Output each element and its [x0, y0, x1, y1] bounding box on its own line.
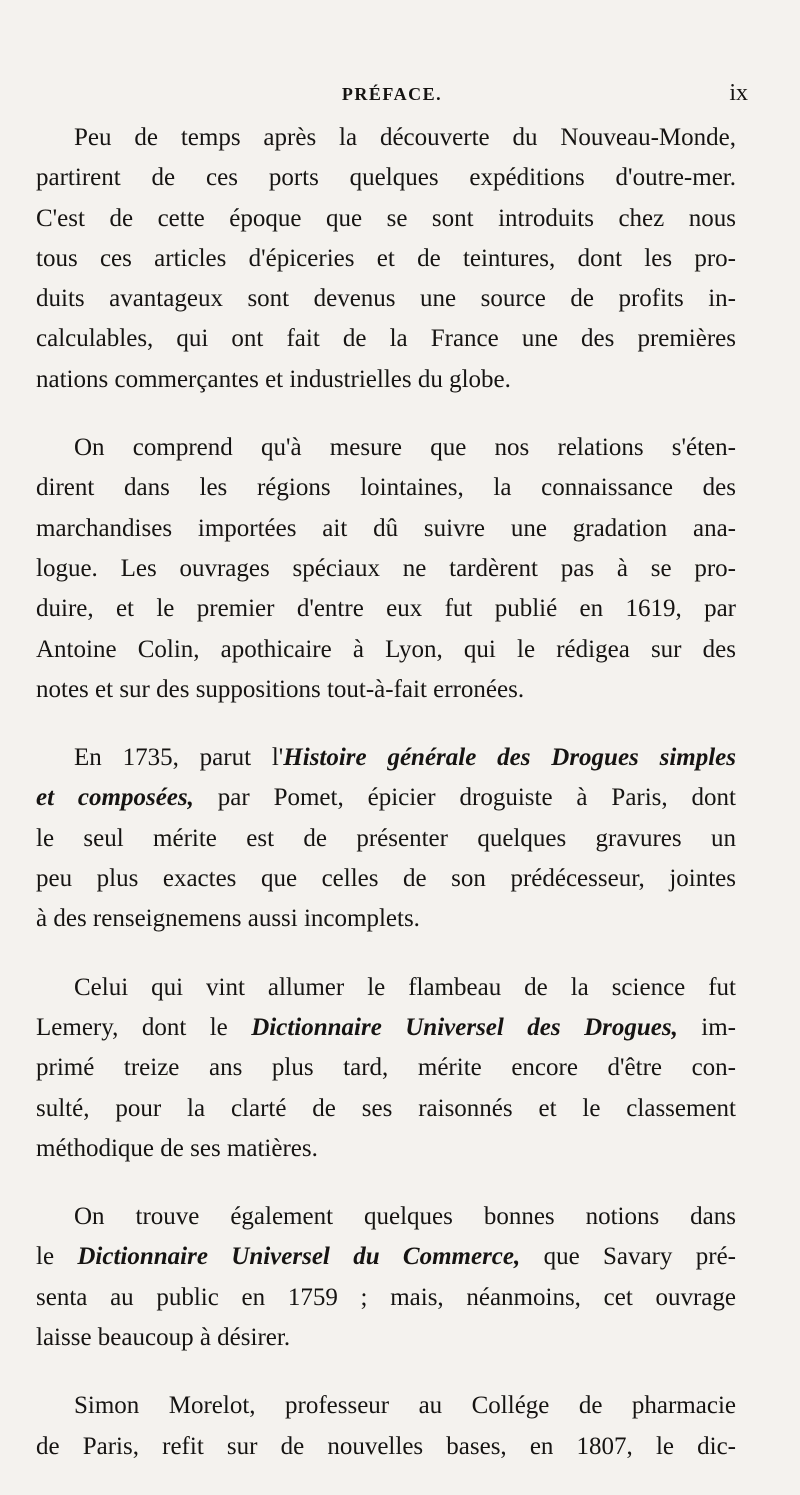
text-run: Lemery, dont le [36, 1013, 252, 1041]
running-title: PRÉFACE. [341, 84, 443, 104]
paragraph [36, 738, 736, 939]
text-line [36, 738, 736, 778]
text-line: primé treize ans plus tard, mérite encore d'être con- [36, 1054, 736, 1082]
text-line: le seul mérite est de présenter quelques gravures un [36, 824, 736, 852]
paragraph [36, 1197, 736, 1358]
book-title: et composées, [36, 784, 194, 812]
text-line: notes et sur des suppositions tout-à-fait erronées. [36, 675, 525, 703]
text-line: On trouve également quelques bonnes notions dans [74, 1203, 736, 1231]
text-line: Simon Morelot, professeur au Collége de pharmacie [74, 1392, 736, 1420]
text-line: senta au public en 1759 ; mais, néanmoins, cet ouvrage [36, 1283, 736, 1311]
text-line: peu plus exactes que celles de son prédécesseur, jointes [36, 865, 736, 893]
text-line: tous ces articles d'épiceries et de teintures, dont les pro- [36, 244, 736, 272]
text-run: im- [677, 1013, 736, 1041]
text-line: Celui qui vint allumer le flambeau de la science fut [74, 973, 736, 1001]
paragraph [36, 428, 736, 710]
body-text [36, 118, 736, 1495]
text-line: On comprend qu'à mesure que nos relations s'éten- [74, 434, 736, 462]
text-line [36, 778, 736, 818]
paragraph [36, 968, 736, 1169]
paragraph [36, 118, 736, 400]
text-line: sulté, pour la clarté de ses raisonnés et le classement [36, 1094, 736, 1122]
book-title: Dictionnaire Universel du Commerce, [77, 1243, 521, 1271]
text-line: partirent de ces ports quelques expéditions d'outre-mer. [36, 164, 736, 192]
text-run: En 1735, parut l' [74, 744, 284, 772]
text-line: marchandises importées ait dû suivre une gradation ana- [36, 514, 736, 542]
text-line: nations commerçantes et industrielles du globe. [36, 365, 511, 393]
text-run: le [36, 1243, 78, 1271]
text-line: dirent dans les régions lointaines, la connaissance des [36, 474, 736, 502]
text-line: Antoine Colin, apothicaire à Lyon, qui le rédigea sur des [36, 635, 736, 663]
text-line: méthodique de ses matières. [36, 1134, 318, 1162]
text-line: de Paris, refit sur de nouvelles bases, en 1807, le dic- [36, 1432, 736, 1460]
text-line: duits avantageux sont devenus une source de profits in- [36, 285, 736, 313]
text-run: que Savary pré- [520, 1243, 737, 1271]
text-line: duire, et le premier d'entre eux fut publié en 1619, par [36, 595, 736, 623]
text-line [36, 1237, 736, 1277]
text-run: par Pomet, épicier droguiste à Paris, dont [193, 784, 736, 812]
book-title: Histoire générale des Drogues simples [283, 744, 736, 772]
text-line: Peu de temps après la découverte du Nouveau-Monde, [74, 124, 736, 151]
page-number: ix [729, 80, 748, 106]
paragraph [36, 1386, 736, 1467]
page-header [36, 80, 748, 110]
text-line: laisse beaucoup à désirer. [36, 1324, 291, 1352]
book-title: Dictionnaire Universel des Drogues, [251, 1013, 678, 1041]
text-line: calculables, qui ont fait de la France une des premières [36, 325, 736, 353]
text-line: à des renseignemens aussi incomplets. [36, 905, 420, 933]
text-line [36, 1008, 736, 1048]
text-line: logue. Les ouvrages spéciaux ne tardèrent pas à se pro- [36, 554, 736, 582]
text-line: C'est de cette époque que se sont introduits chez nous [36, 204, 736, 232]
